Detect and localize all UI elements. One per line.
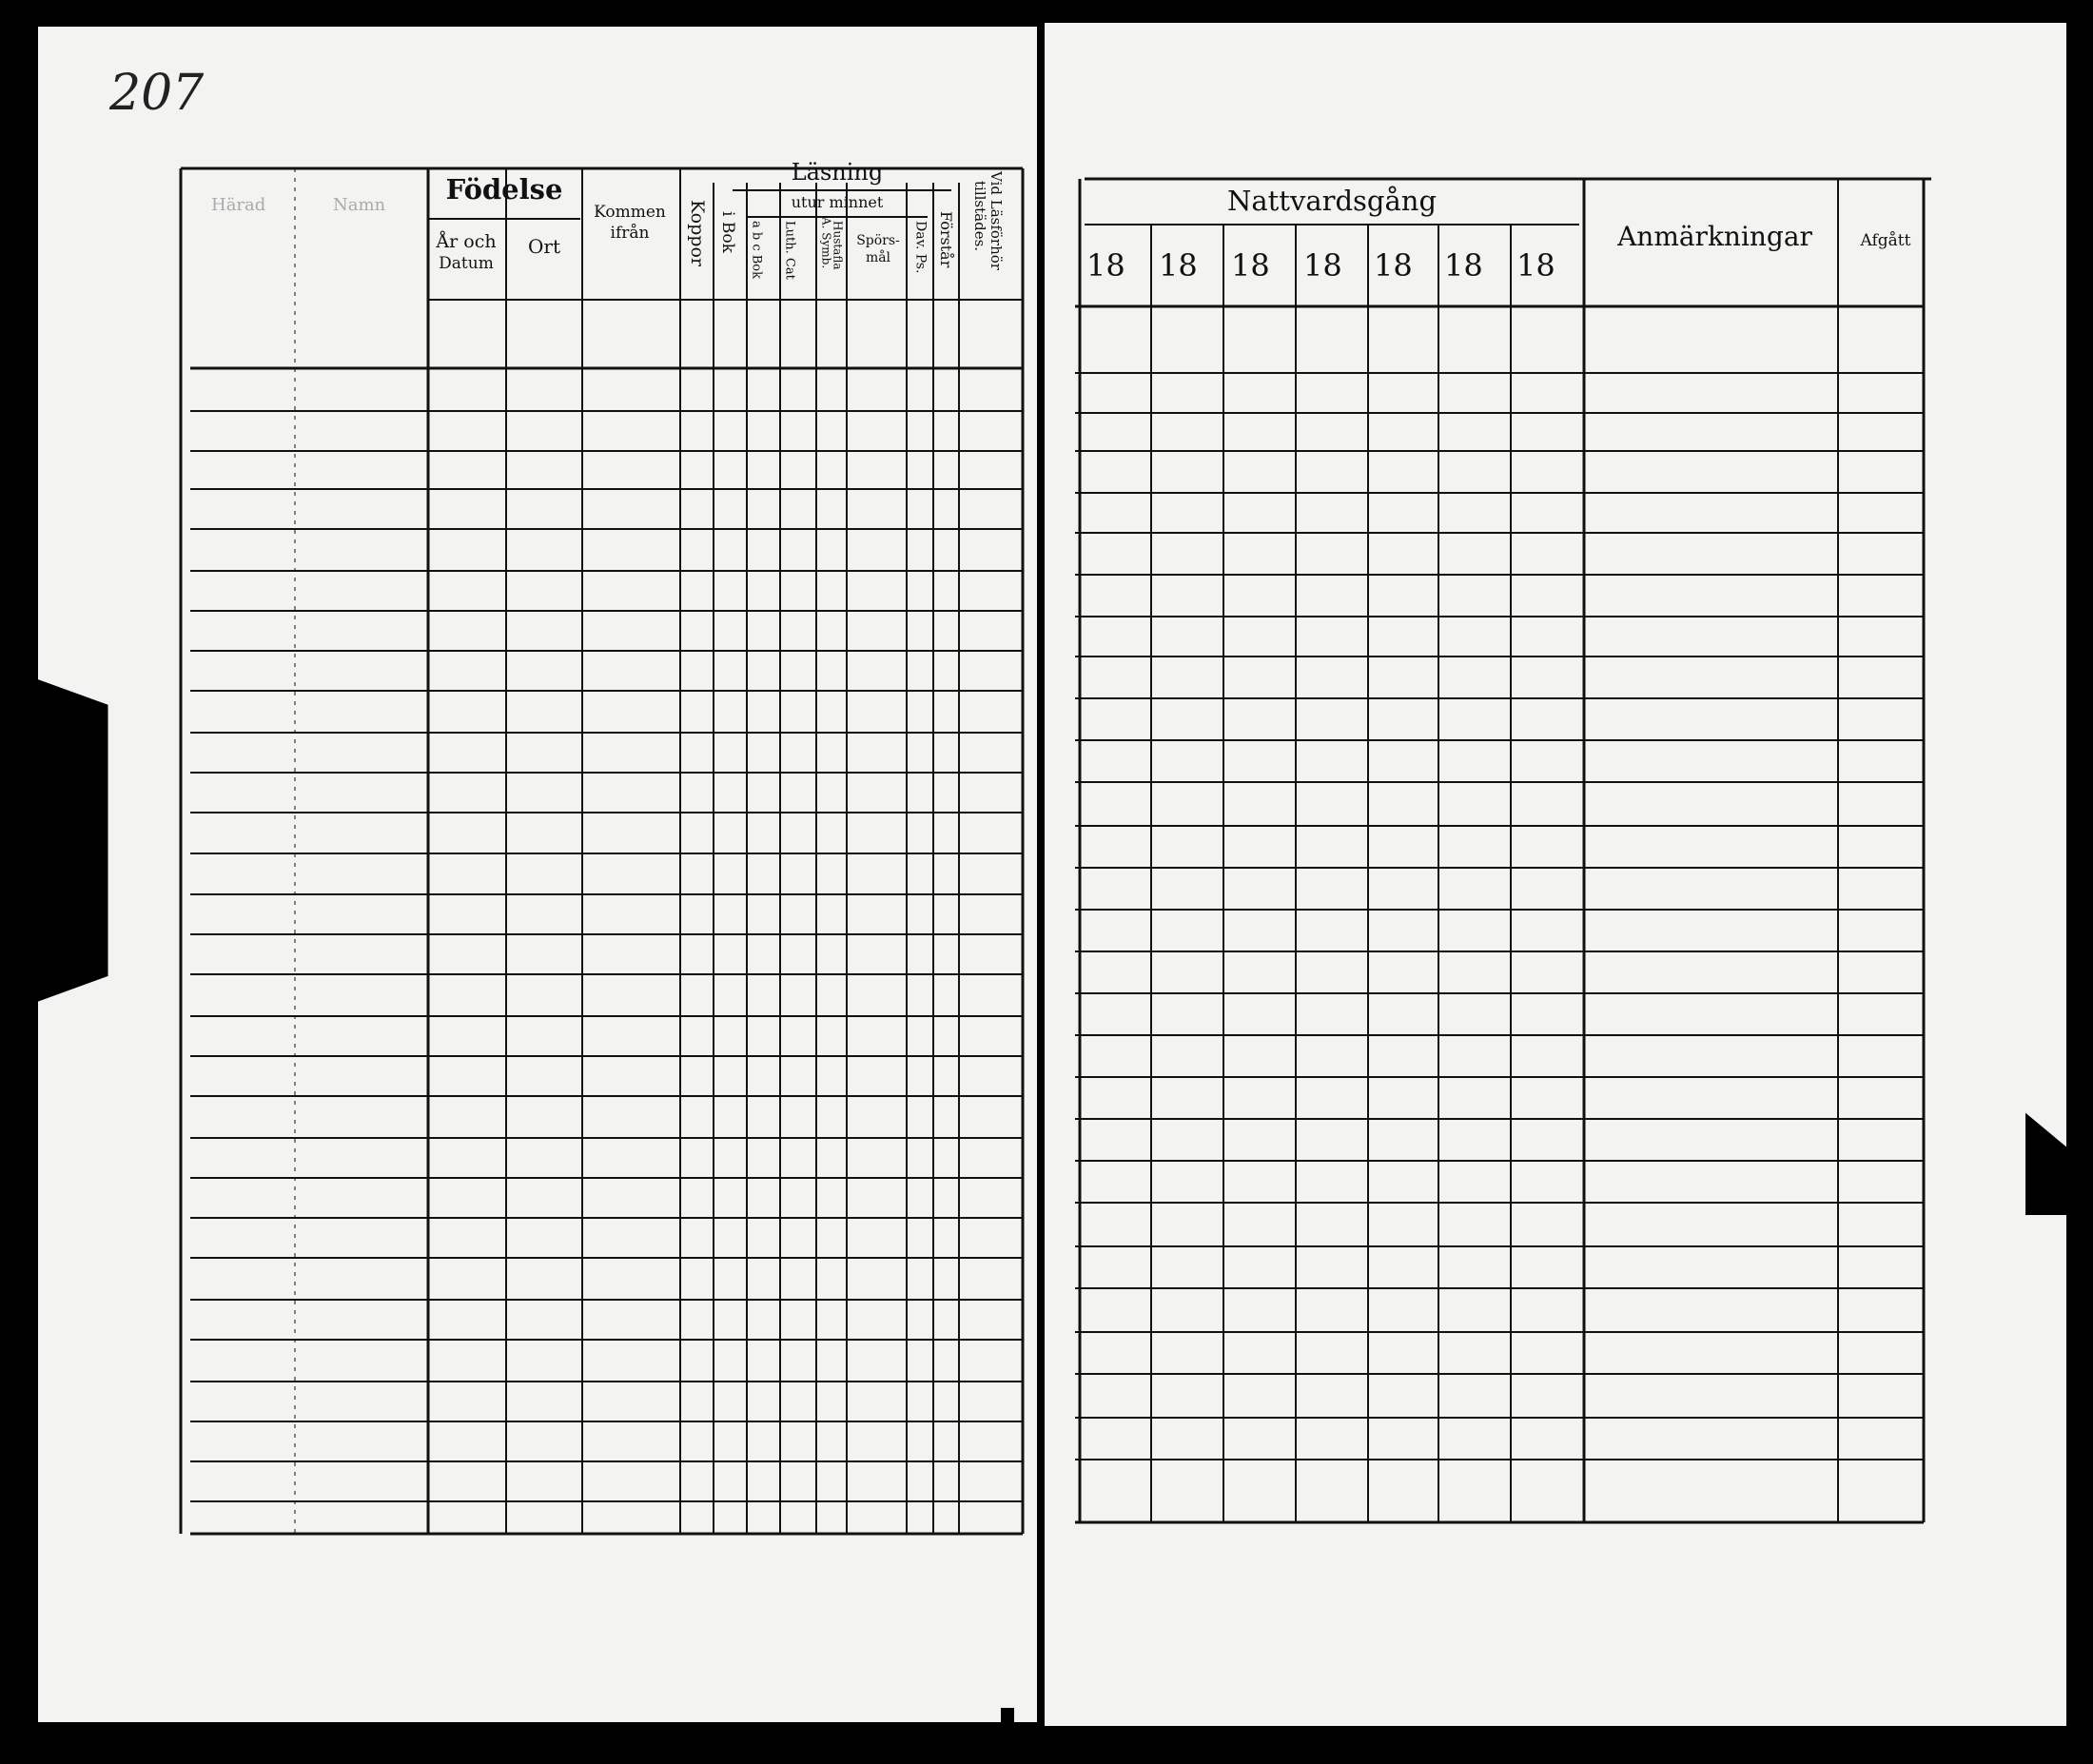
year-col-6: 18: [1444, 247, 1483, 284]
header-vid-las: Vid Läsförhör: [987, 171, 1005, 270]
header-ifran: ifrån: [610, 224, 650, 243]
header-tillstades: tillstädes.: [970, 181, 988, 252]
header-nattvardsgang: Nattvardsgång: [1226, 185, 1438, 217]
header-luth-cat: Luth. Cat: [782, 221, 797, 280]
header-dav-ps: Dav. Ps.: [912, 221, 929, 274]
year-col-1: 18: [1086, 247, 1125, 284]
header-faint-b: Namn: [333, 195, 386, 215]
header-hustafla: Hustafla: [831, 221, 845, 270]
header-utur-minnet: utur minnet: [791, 193, 884, 211]
header-kommen: Kommen: [594, 203, 666, 222]
header-abc-bok: a b c Bok: [749, 221, 764, 280]
folio-number: 207: [109, 65, 205, 122]
header-spors: Spörs-: [856, 233, 900, 248]
year-col-4: 18: [1303, 247, 1342, 284]
header-fodelse: Födelse: [445, 173, 563, 206]
header-ar-och: År och: [436, 231, 497, 252]
header-anmarkningar: Anmärkningar: [1617, 221, 1812, 252]
header-lasning: Läsning: [791, 159, 884, 186]
header-faint-a: Härad: [211, 195, 266, 215]
header-i-bok: i Bok: [717, 211, 737, 253]
header-ort: Ort: [528, 235, 560, 258]
year-col-5: 18: [1374, 247, 1413, 284]
year-col-7: 18: [1516, 247, 1555, 284]
header-mal: mål: [865, 250, 891, 265]
year-col-2: 18: [1159, 247, 1198, 284]
header-datum: Datum: [439, 254, 494, 273]
header-koppor: Koppor: [686, 200, 708, 266]
header-afgatt: Afgått: [1860, 231, 1911, 250]
header-a-symb: A. Symb.: [819, 217, 833, 269]
header-forstar: Förstår: [936, 211, 955, 268]
year-col-3: 18: [1231, 247, 1270, 284]
